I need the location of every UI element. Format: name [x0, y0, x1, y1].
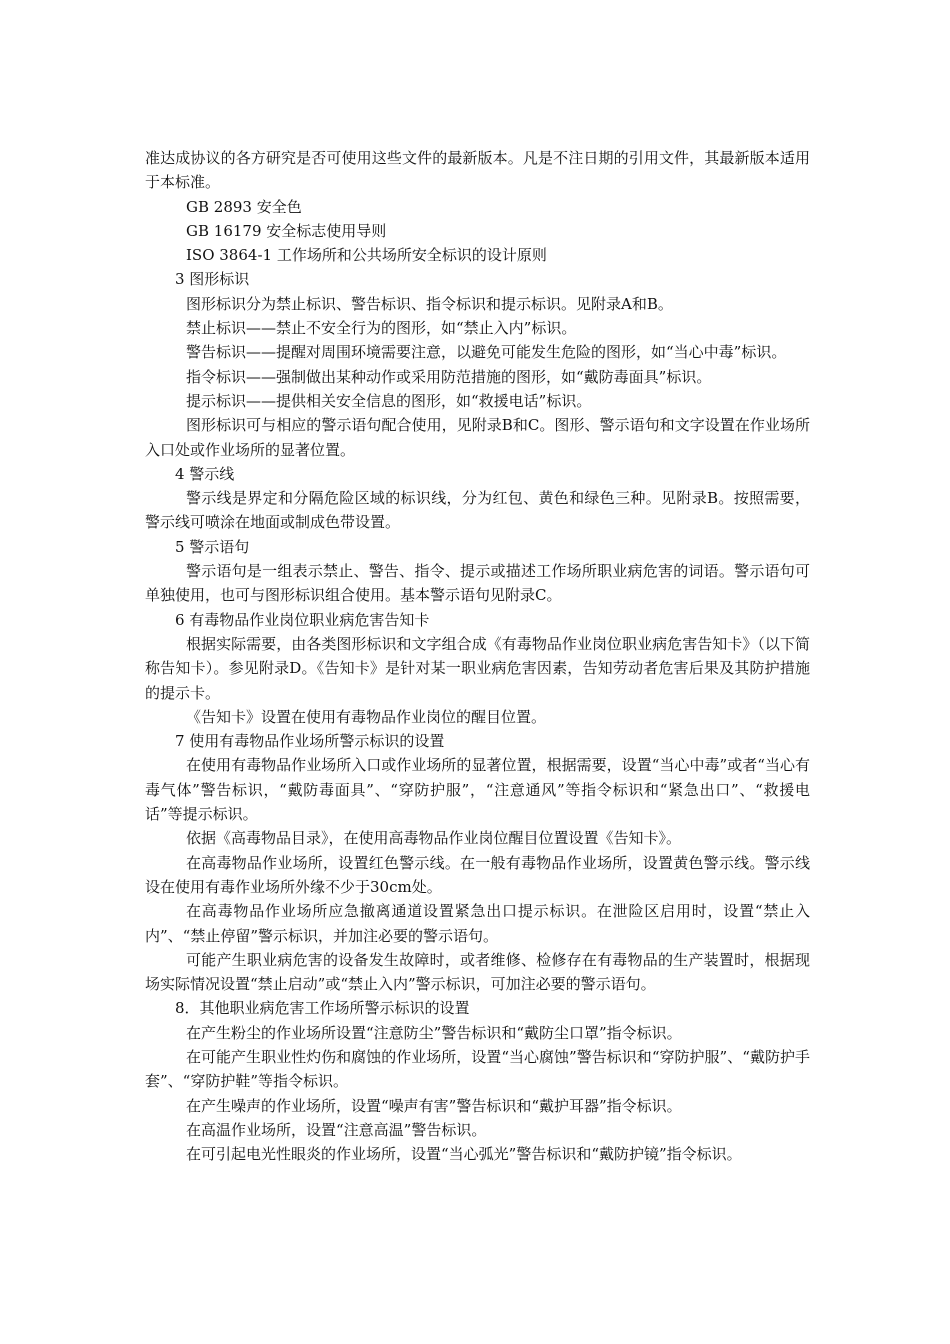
document-page [145, 146, 810, 1166]
paragraph: 在高毒物品作业场所，设置红色警示线。在一般有毒物品作业场所，设置黄色警示线。警示线设在使用有毒作业场所外缘不少于30cm处。 [145, 853, 810, 896]
paragraph: 禁止标识——禁止不安全行为的图形，如“禁止入内”标识。 [186, 319, 577, 338]
section-heading: 7 使用有毒物品作业场所警示标识的设置 [175, 732, 445, 751]
paragraph: 在产生粉尘的作业场所设置“注意防尘”警告标识和“戴防尘口罩”指令标识。 [186, 1023, 682, 1042]
paragraph: 在可能产生职业性灼伤和腐蚀的作业场所，设置“当心腐蚀”警告标识和“穿防护服”、“戴防护手套”、“穿防护鞋”等指令标识。 [145, 1047, 810, 1091]
paragraph: 在高温作业场所，设置“注意高温”警告标识。 [186, 1120, 487, 1139]
paragraph: 可能产生职业病危害的设备发生故障时，或者维修、检修存在有毒物品的生产装置时，根据现场实际情况设置“禁止启动”或“禁止入内”警示标识，可加注必要的警示语句。 [145, 950, 810, 994]
paragraph: 指令标识——强制做出某种动作或采用防范措施的图形，如“戴防毒面具”标识。 [186, 367, 712, 386]
paragraph: 图形标识分为禁止标识、警告标识、指令标识和提示标识。见附录A和B。 [186, 294, 673, 313]
reference-item: GB 2893 安全色 [186, 197, 302, 216]
reference-item: GB 16179 安全标志使用导则 [186, 221, 387, 240]
section-heading: 3 图形标识 [175, 270, 250, 289]
section-heading: 5 警示语句 [175, 537, 250, 556]
paragraph-continued: 准达成协议的各方研究是否可使用这些文件的最新版本。凡是不注日期的引用文件，其最新版本适用于本标准。 [145, 149, 810, 192]
paragraph: 《告知卡》设置在使用有毒物品作业岗位的醒目位置。 [186, 707, 547, 726]
paragraph: 在高毒物品作业场所应急撤离通道设置紧急出口提示标识。在泄险区启用时，设置“禁止入内”、“禁止停留”警示标识，并加注必要的警示语句。 [145, 902, 810, 945]
paragraph: 依据《高毒物品目录》，在使用高毒物品作业岗位醒目位置设置《告知卡》。 [186, 829, 682, 848]
section-heading: 8．其他职业病危害工作场所警示标识的设置 [175, 999, 470, 1018]
section-heading: 4 警示线 [175, 464, 235, 483]
reference-item: ISO 3864-1 工作场所和公共场所安全标识的设计原则 [186, 246, 547, 265]
paragraph: 在使用有毒物品作业场所入口或作业场所的显著位置，根据需要，设置“当心中毒”或者“当心有毒气体”警告标识，“戴防毒面具”、“穿防护服”，“注意通风”等指令标识和“紧急出口”、“救援电话”等提示标识。 [145, 756, 810, 824]
paragraph: 警示线是界定和分隔危险区域的标识线，分为红包、黄色和绿色三种。见附录B。按照需要，警示线可喷涂在地面或制成色带设置。 [145, 489, 810, 532]
paragraph: 根据实际需要，由各类图形标识和文字组合成《有毒物品作业岗位职业病危害告知卡》（以下简称告知卡）。参见附录D。《告知卡》是针对某一职业病危害因素，告知劳动者危害后果及其防护措施的提示卡。 [145, 634, 810, 702]
paragraph: 图形标识可与相应的警示语句配合使用，见附录B和C。图形、警示语句和文字设置在作业场所入口处或作业场所的显著位置。 [145, 416, 810, 459]
section-heading: 6 有毒物品作业岗位职业病危害告知卡 [175, 610, 430, 629]
paragraph: 提示标识——提供相关安全信息的图形，如“救援电话”标识。 [186, 391, 592, 410]
paragraph: 警示语句是一组表示禁止、警告、指令、提示或描述工作场所职业病危害的词语。警示语句可单独使用，也可与图形标识组合使用。基本警示语句见附录C。 [145, 562, 810, 605]
paragraph: 警告标识——提醒对周围环境需要注意，以避免可能发生危险的图形，如“当心中毒”标识。 [186, 343, 787, 362]
paragraph: 在可引起电光性眼炎的作业场所，设置“当心弧光”警告标识和“戴防护镜”指令标识。 [186, 1145, 742, 1164]
paragraph: 在产生噪声的作业场所，设置“噪声有害”警告标识和“戴护耳器”指令标识。 [186, 1096, 682, 1115]
